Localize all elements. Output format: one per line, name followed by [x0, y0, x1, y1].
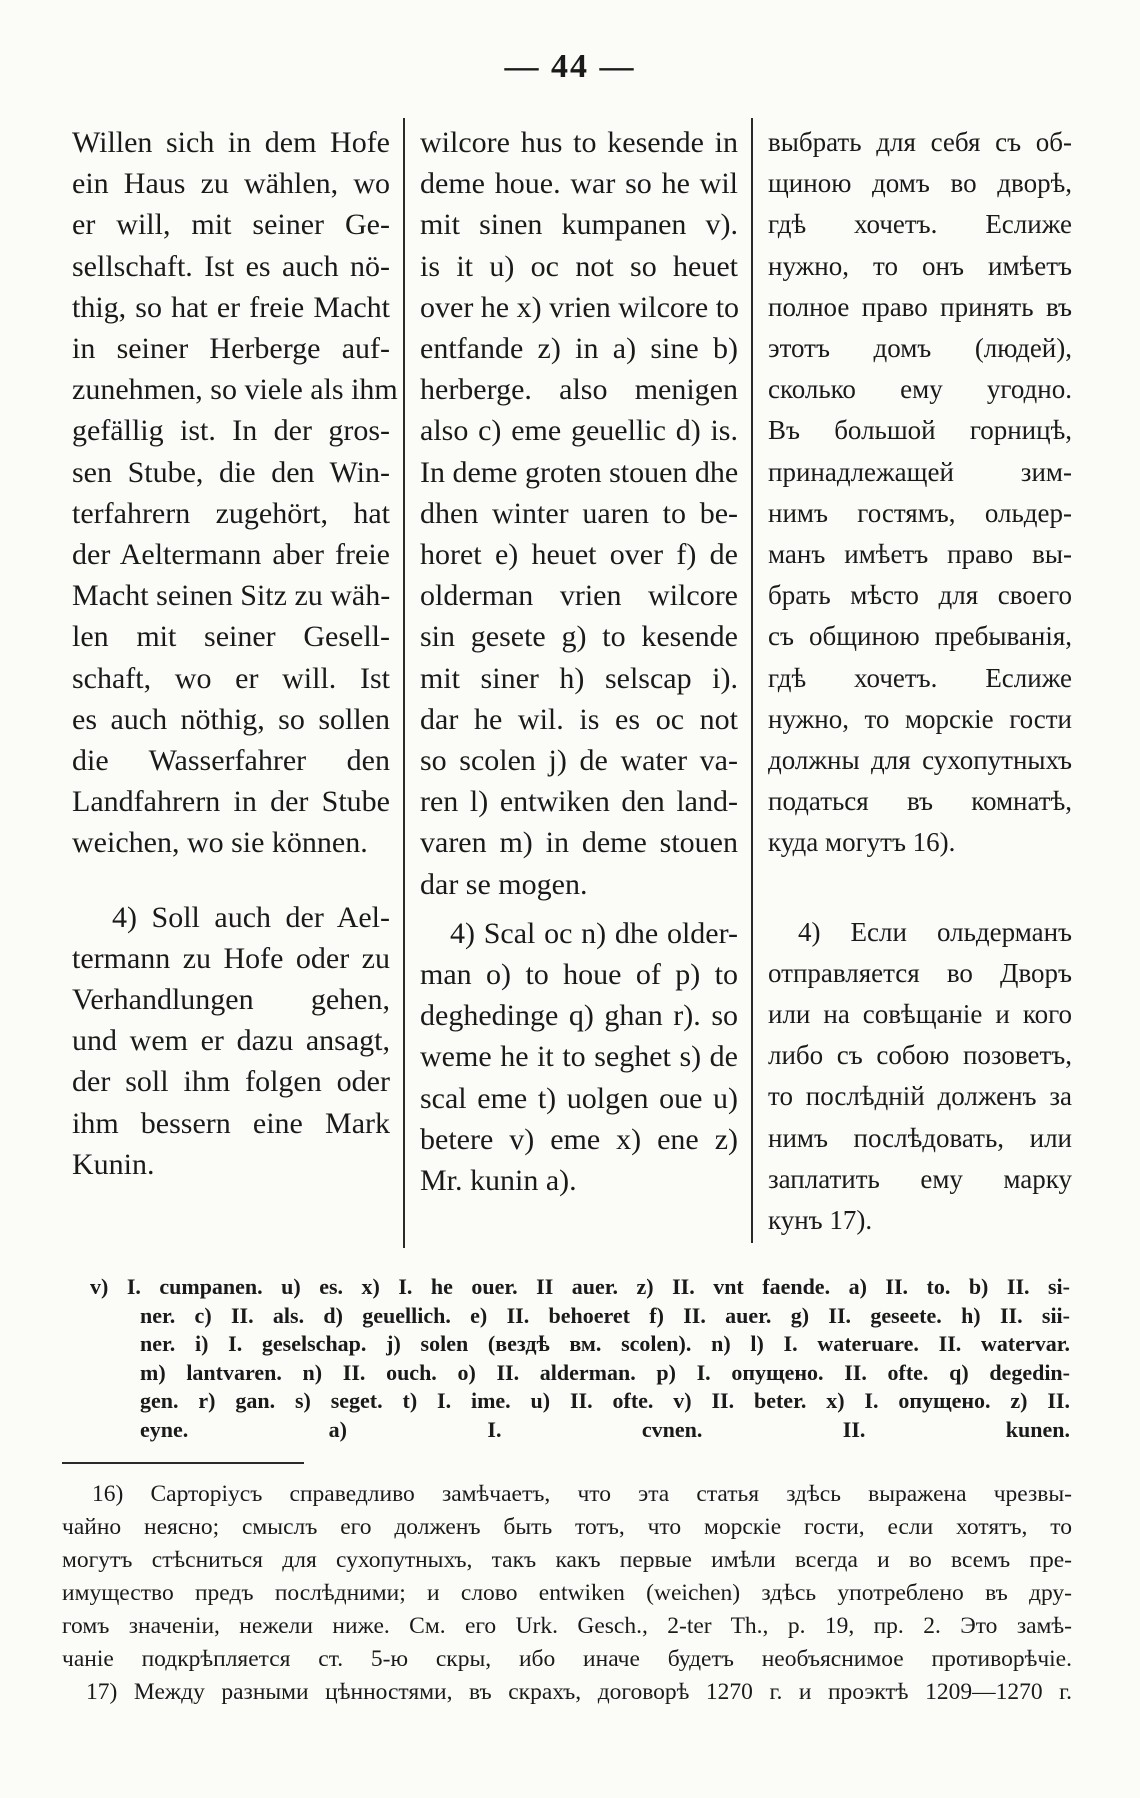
- text-line: или на совѣщаніе и кого: [768, 999, 1072, 1030]
- text-line: манъ имѣетъ право вы-: [768, 539, 1072, 570]
- text-line: der Aeltermann aber freie: [72, 538, 390, 572]
- text-line: is it u) oc not so heuet: [420, 249, 738, 283]
- text-line: len mit seiner Gesell-: [72, 620, 390, 654]
- variant-line: ner. i) I. geselschap. j) solen (вездѣ вм. scolen). n) l) I. wateruare. II. watervar.: [140, 1331, 1070, 1356]
- text-line: нимъ гостямъ, ольдер-: [768, 497, 1072, 528]
- page-number: — 44 —: [504, 48, 636, 85]
- text-line: нимъ послѣдовать, или: [768, 1122, 1072, 1153]
- text-line: отправляется во Дворъ: [768, 957, 1072, 988]
- text-line: schaft, wo er will. Ist: [72, 661, 390, 695]
- text-line: ihm bessern eine Mark: [72, 1106, 390, 1140]
- text-line: mit sinen kumpanen v).: [420, 208, 738, 242]
- text-line: то послѣдній долженъ за: [768, 1081, 1072, 1112]
- text-line: weichen, wo sie können.: [72, 826, 368, 860]
- text-line: 4) Scal oc n) dhe older-: [450, 916, 738, 950]
- lowgerman-paragraph-2: [420, 913, 738, 1201]
- text-line: dhen winter uaren to be-: [420, 496, 738, 530]
- text-line: thig, so hat er freie Macht: [72, 290, 390, 324]
- text-line: брать мѣсто для своего: [768, 580, 1072, 611]
- footnote-line: имущество предъ послѣдними; и слово entwiken (weichen) здѣсь употреблено въ дру-: [62, 1580, 1072, 1606]
- text-line: deghedinge q) ghan r). so: [420, 999, 738, 1033]
- text-line: in seiner Herberge auf-: [72, 332, 390, 366]
- text-line: also c) eme geuellic d) is.: [420, 414, 738, 448]
- text-line: terfahrern zugehört, hat: [72, 496, 390, 530]
- text-line: ein Haus zu wählen, wo: [72, 167, 390, 201]
- text-line: этотъ домъ (людей),: [768, 333, 1072, 364]
- footnote-line: чайно неясно; смыслъ его долженъ быть тотъ, что морскіе гости, если хотятъ, то: [62, 1514, 1072, 1540]
- text-line: нужно, то морскіе гости: [768, 703, 1072, 734]
- text-line: заплатить ему марку: [768, 1163, 1072, 1194]
- text-line: должны для сухопутныхъ: [768, 745, 1072, 776]
- text-line: щиною домъ во дворѣ,: [768, 168, 1072, 199]
- german-paragraph-2: [72, 897, 390, 1185]
- text-line: Въ большой горницѣ,: [768, 415, 1072, 446]
- variant-line: v) I. cumpanen. u) es. x) I. he ouer. II auer. z) II. vnt faende. a) II. to. b) II. si-: [90, 1274, 1070, 1299]
- text-line: gefällig ist. In der gros-: [72, 414, 390, 448]
- text-line: гдѣ хочетъ. Еслиже: [768, 662, 1072, 693]
- column-divider-right: [751, 118, 753, 1243]
- text-line: zunehmen, so viele als ihm: [72, 373, 398, 407]
- text-line: либо съ собою позоветъ,: [768, 1040, 1072, 1071]
- text-line: dar he wil. is es oc not: [420, 702, 738, 736]
- text-line: so scolen j) de water va-: [420, 744, 738, 778]
- text-line: betere v) eme x) ene z): [420, 1122, 738, 1156]
- text-line: податься въ комнатѣ,: [768, 786, 1072, 817]
- text-line: нужно, то онъ имѣетъ: [768, 250, 1072, 281]
- text-line: Verhandlungen gehen,: [72, 983, 390, 1017]
- text-line: over he x) vrien wilcore to: [420, 290, 740, 324]
- text-line: dar se mogen.: [420, 867, 588, 901]
- footnote-line: могутъ стѣсниться для сухопутныхъ, такъ какъ первые имѣли всегда и во всемъ пре-: [62, 1547, 1072, 1573]
- text-line: In deme groten stouen dhe: [420, 455, 739, 489]
- variant-line: gen. r) gan. s) seget. t) I. ime. u) II. ofte. v) II. beter. x) I. опущено. z) II.: [140, 1388, 1070, 1413]
- footnotes: [62, 1478, 1072, 1709]
- text-line: olderman vrien wilcore: [420, 579, 738, 613]
- text-line: 4) Soll auch der Ael-: [112, 900, 390, 934]
- text-line: Macht seinen Sitz zu wäh-: [72, 579, 391, 613]
- russian-column: [768, 122, 1072, 1241]
- text-line: съ общиною пребыванія,: [768, 621, 1072, 652]
- text-line: weme he it to seghet s) de: [420, 1040, 738, 1074]
- text-line: er will, mit seiner Ge-: [72, 208, 390, 242]
- text-line: entfande z) in a) sine b): [420, 332, 738, 366]
- text-line: sellschaft. Ist es auch nö-: [72, 249, 390, 283]
- text-line: die Wasserfahrer den: [72, 744, 390, 778]
- text-line: 4) Если ольдерманъ: [798, 916, 1072, 947]
- russian-paragraph-1: [768, 122, 1072, 864]
- footnote-separator: [62, 1462, 304, 1464]
- text-line: mit siner h) selscap i).: [420, 661, 738, 695]
- column-divider-left: [403, 118, 405, 1248]
- german-paragraph-1: [72, 122, 398, 864]
- text-line: гдѣ хочетъ. Еслиже: [768, 209, 1072, 240]
- text-line: deme houe. war so he wil: [420, 167, 738, 201]
- footnote-line: чаніе подкрѣпляется ст. 5-ю скры, ибо иначе будетъ необъяснимое противорѣчіе.: [62, 1646, 1072, 1672]
- footnote-line: гомъ значеніи, нежели ниже. См. его Urk. Gesch., 2-ter Th., p. 19, пр. 2. Это замѣ-: [62, 1613, 1072, 1639]
- text-line: man o) to houe of p) to: [420, 958, 738, 992]
- footnote-line: 16) Сарторіусъ справедливо замѣчаетъ, что эта статья здѣсь выражена чрезвы-: [92, 1481, 1072, 1507]
- text-line: wilcore hus to kesende in: [420, 126, 738, 159]
- text-line: termann zu Hofe oder zu: [72, 941, 390, 975]
- text-line: herberge. also menigen: [420, 373, 738, 407]
- text-line: varen m) in deme stouen: [420, 826, 738, 860]
- lowgerman-column: [420, 122, 738, 1201]
- variant-line: eyne. a) I. cvnen. II. kunen.: [140, 1416, 1070, 1442]
- text-line: der soll ihm folgen oder: [72, 1065, 390, 1099]
- text-line: und wem er dazu ansagt,: [72, 1024, 390, 1058]
- variant-line: m) lantvaren. n) II. ouch. o) II. alderman. p) I. опущено. II. ofte. q) degedin-: [140, 1359, 1070, 1385]
- text-line: куда могутъ 16).: [768, 827, 956, 858]
- text-line: ren l) entwiken den land-: [420, 785, 738, 819]
- footnote-line: 17) Между разными цѣнностями, въ скрахъ, договорѣ 1270 г. и проэктѣ 1209—1270 г.: [86, 1679, 1072, 1705]
- text-line: sen Stube, die den Win-: [72, 455, 390, 489]
- german-column: [72, 122, 398, 1185]
- text-line: es auch nöthig, so sollen: [72, 702, 390, 736]
- text-line: сколько ему угодно.: [768, 374, 1072, 405]
- russian-paragraph-2: [768, 912, 1072, 1242]
- variant-line: ner. c) II. als. d) geuellich. e) II. behoeret f) II. auer. g) II. geseete. h) II. sii-: [140, 1302, 1070, 1328]
- text-line: horet e) heuet over f) de: [420, 538, 738, 572]
- text-line: полное право принять въ: [768, 291, 1072, 322]
- text-line: Mr. kunin a).: [420, 1164, 577, 1198]
- text-line: выбрать для себя съ об-: [768, 127, 1072, 157]
- text-line: принадлежащей зим-: [768, 456, 1072, 487]
- text-line: scal eme t) uolgen oue u): [420, 1081, 738, 1115]
- text-line: кунъ 17).: [768, 1205, 873, 1236]
- text-line: Landfahrern in der Stube: [72, 785, 390, 819]
- variant-readings: [90, 1273, 1070, 1444]
- text-line: Willen sich in dem Hofe: [72, 126, 390, 159]
- text-line: sin gesete g) to kesende: [420, 620, 738, 654]
- lowgerman-paragraph-1: [420, 122, 738, 905]
- text-line: Kunin.: [72, 1147, 155, 1181]
